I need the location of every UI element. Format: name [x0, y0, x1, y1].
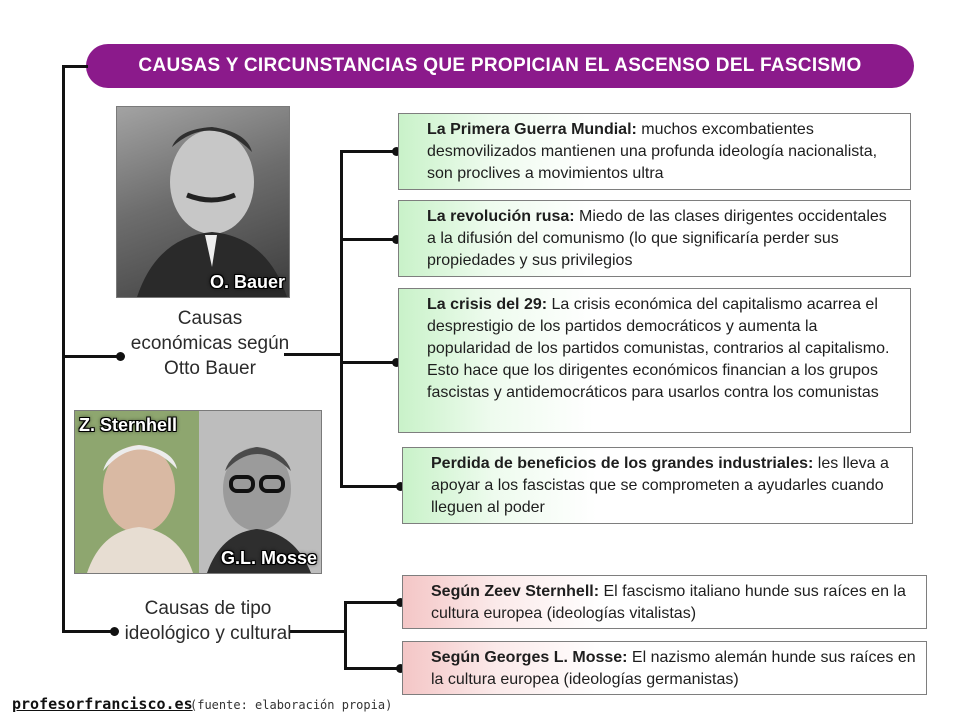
- cause-heading: La Primera Guerra Mundial:: [427, 121, 637, 138]
- economic-link-1: [340, 150, 396, 153]
- cause-text: Miedo de las clases dirigentes occidentales a la difusión del comunismo (lo que significaría perder sus propiedades y sus privilegios: [427, 208, 887, 269]
- cause-box-mosse: [402, 641, 927, 695]
- bauer-photo: [116, 106, 290, 298]
- cause-text: El fascismo italiano hunde sus raíces en la cultura europea (ideologías vitalistas): [431, 583, 906, 622]
- ideological-branch-dot: [110, 627, 119, 636]
- cause-text: El nazismo alemán hunde sus raíces en la cultura europea (ideologías germanistas): [431, 649, 916, 688]
- economic-spine: [340, 150, 343, 487]
- cause-box-industrial-profits: [402, 447, 913, 524]
- economic-causes-label: Causas económicas según Otto Bauer: [130, 308, 290, 379]
- bauer-portrait-icon: [117, 107, 289, 297]
- cause-box-sternhell: [402, 575, 927, 629]
- economic-branch: [62, 355, 120, 358]
- ideological-spine: [344, 601, 347, 669]
- ideological-link-2: [344, 667, 400, 670]
- main-trunk: [62, 65, 65, 633]
- economic-link-3: [340, 361, 396, 364]
- main-trunk-top: [62, 65, 88, 68]
- cause-text: muchos excombatientes desmovilizados mantienen una profunda ideología nacionalista, son proclives a movimientos ultra: [427, 121, 878, 182]
- economic-link: [284, 353, 342, 356]
- ideological-causes-label: Causas de tipo ideológico y cultural: [124, 598, 292, 644]
- cause-heading: La revolución rusa:: [427, 208, 575, 225]
- ideological-branch: [62, 630, 114, 633]
- mosse-photo-caption: G.L. Mosse: [220, 548, 317, 568]
- cause-text: les lleva a apoyar a los fascistas que se comprometen a ayudarles cuando lleguen al poder: [431, 455, 889, 516]
- cause-heading: Según Georges L. Mosse:: [431, 649, 628, 666]
- cause-box-crisis-29: [398, 288, 911, 433]
- sternhell-mosse-photo: [74, 410, 322, 574]
- bauer-photo-caption: O. Bauer: [209, 272, 285, 292]
- cause-box-first-world-war: [398, 113, 911, 190]
- footer-source-note: (fuente: elaboración propia): [190, 698, 393, 712]
- footer-site-link[interactable]: profesorfrancisco.es: [12, 695, 193, 713]
- cause-heading: Perdida de beneficios de los grandes industriales:: [431, 455, 814, 472]
- cause-box-russian-revolution: [398, 200, 911, 277]
- sternhell-photo-caption: Z. Sternhell: [79, 415, 178, 435]
- cause-heading: La crisis del 29:: [427, 296, 548, 313]
- economic-link-4: [340, 485, 400, 488]
- ideological-link-1: [344, 601, 400, 604]
- economic-branch-dot: [116, 352, 125, 361]
- economic-link-2: [340, 238, 396, 241]
- ideological-link: [290, 630, 346, 633]
- cause-text: La crisis económica del capitalismo acarrea el desprestigio de los partidos democráticos y aumenta la popularidad de los partidos comunistas, contrarios al capitalismo. Esto hace que los dirigentes económicos financian a los grupos fascistas y antidemocráticos para usarlos contra los comunistas: [427, 296, 890, 401]
- cause-heading: Según Zeev Sternhell:: [431, 583, 600, 600]
- diagram-title: CAUSAS Y CIRCUNSTANCIAS QUE PROPICIAN EL ASCENSO DEL FASCISMO: [86, 44, 914, 88]
